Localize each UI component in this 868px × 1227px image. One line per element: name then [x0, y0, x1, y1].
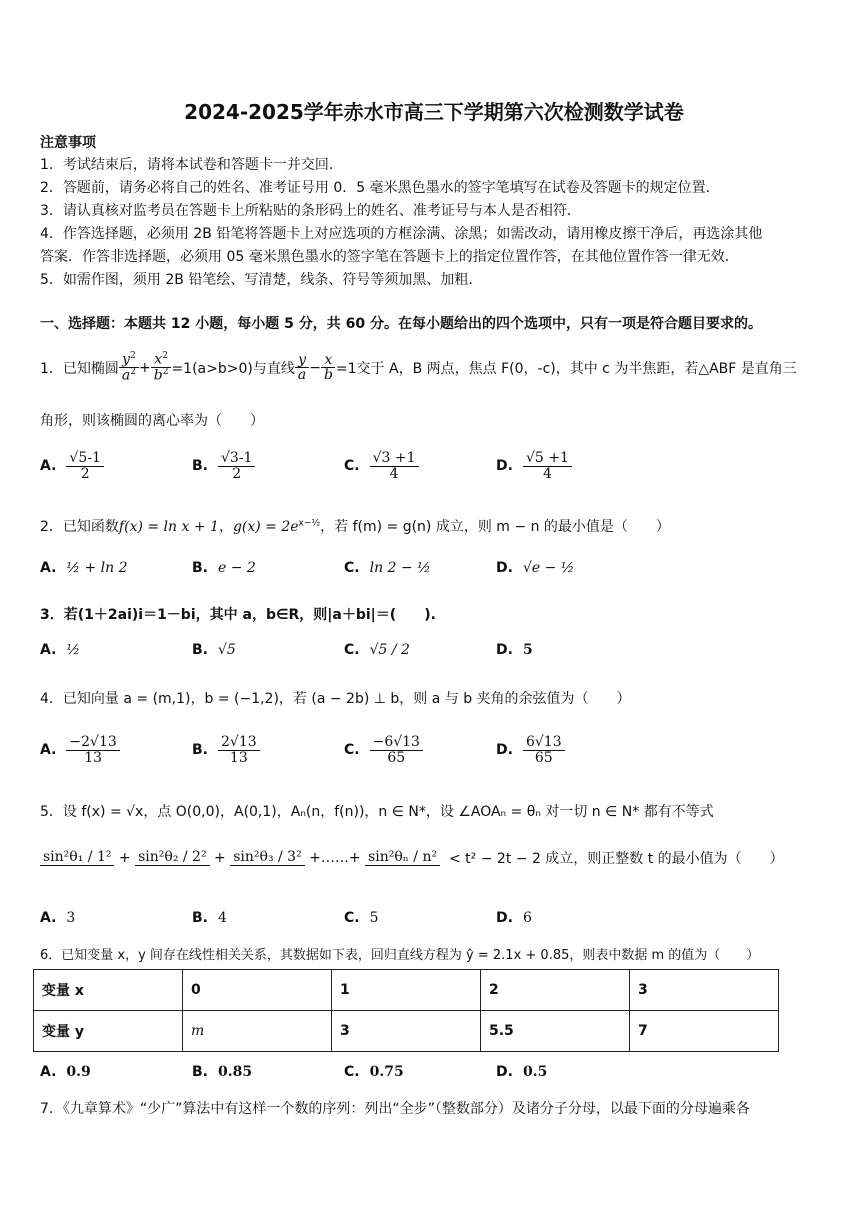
table-cell: m: [183, 1011, 332, 1052]
notice-item: 答案．作答非选择题，必须用 05 毫米黑色墨水的签字笔在答题卡上的指定位置作答，在其他位置作答一律无效．: [40, 249, 739, 265]
option-d[interactable]: D. $\frac{√5 +1}{4}$: [496, 451, 572, 481]
option-c[interactable]: C. ln 2 − ½: [344, 560, 431, 576]
question-5-inequality: sin²θ₁ / 1² + sin²θ₂ / 2² + sin²θ₃ / 3² +……+ sin²θₙ / n² < t² − 2t − 2 成立，则正整数 t 的最小值为（ ）: [40, 848, 784, 868]
option-a[interactable]: A. ½ + ln 2: [40, 560, 128, 576]
notice-heading: 注意事项: [40, 135, 96, 151]
option-d[interactable]: D. $\frac{6√13}{65}$: [496, 735, 565, 765]
sum-term-2: sin²θ₂ / 2²: [135, 850, 209, 866]
line-term-x: $\frac{x}{b}$: [321, 353, 336, 383]
option-c[interactable]: C. $\frac{-6√13}{65}$: [344, 735, 423, 765]
question-2: 2．已知函数f(x) = ln x + 1，$g(x) = 2e^{x-\frac{1}{2}}$，若 f(m) = g(n) 成立，则 m − n 的最小值是（ ）: [40, 518, 670, 535]
option-b[interactable]: B. $\frac{2√13}{13}$: [192, 735, 260, 765]
sum-term-1: sin²θ₁ / 1²: [40, 850, 114, 866]
table-row: [34, 1011, 779, 1052]
option-c[interactable]: C. √5 / 2: [344, 642, 410, 658]
q1-prefix: 1．已知椭圆: [40, 360, 119, 377]
option-b[interactable]: B. 0.85: [192, 1064, 253, 1080]
table-cell: 2: [481, 970, 630, 1011]
option-b[interactable]: B. e − 2: [192, 560, 256, 576]
q1-line2: 角形，则该椭圆的离心率为（ ）: [40, 413, 264, 429]
table-cell: 变量 y: [34, 1011, 183, 1052]
table-cell: 7: [630, 1011, 779, 1052]
option-c[interactable]: C. 0.75: [344, 1064, 404, 1080]
table-cell: 3: [630, 970, 779, 1011]
question-3: 3．若(1＋2ai)i＝1－bi，其中 a，b∈R，则|a＋bi|＝( ).: [40, 607, 436, 623]
table-row: [34, 970, 779, 1011]
table-cell: 5.5: [481, 1011, 630, 1052]
page-title: 2024-2025学年赤水市高三下学期第六次检测数学试卷: [184, 100, 684, 124]
q5-inequality-tail: < t² − 2t − 2 成立，则正整数 t 的最小值为（ ）: [449, 851, 784, 867]
notice-item: 4．作答选择题，必须用 2B 铅笔将答题卡上对应选项的方框涂满、涂黑；如需改动，请用橡皮擦干净后，再选涂其他: [40, 226, 763, 242]
ellipse-term-x: $\frac{x^2}{b^2}$: [151, 352, 172, 384]
table-cell: 1: [332, 970, 481, 1011]
q1-ellipse-rest: =1(a>b>0)与直线: [171, 360, 295, 377]
option-a[interactable]: A. $\frac{√5-1}{2}$: [40, 451, 104, 481]
table-cell: 变量 x: [34, 970, 183, 1011]
notice-item: 5．如需作图，须用 2B 铅笔绘、写清楚，线条、符号等须加黑、加粗．: [40, 272, 483, 288]
table-cell: 3: [332, 1011, 481, 1052]
option-a[interactable]: A. 3: [40, 910, 76, 926]
option-d[interactable]: D. 6: [496, 910, 532, 926]
notice-item: 1．考试结束后，请将本试卷和答题卡一并交回．: [40, 157, 343, 173]
sum-term-n: sin²θₙ / n²: [365, 850, 440, 866]
question-6: 6．已知变量 x，y 间存在线性相关关系，其数据如下表，回归直线方程为 ŷ = 2.1x + 0.85，则表中数据 m 的值为（ ）: [40, 948, 760, 963]
option-d[interactable]: D. 0.5: [496, 1064, 548, 1080]
question-5: 5．设 f(x) = √x，点 O(0,0)，A(0,1)，Aₙ(n，f(n))，n ∈ N*，设 ∠AOAₙ = θₙ 对一切 n ∈ N* 都有不等式: [40, 804, 714, 820]
data-table: [33, 969, 779, 1052]
option-b[interactable]: B. 4: [192, 910, 227, 926]
ellipse-term-y: $\frac{y^2}{a^2}$: [119, 352, 139, 384]
question-4: 4．已知向量 a = (m,1)，b = (−1,2)，若 (a − 2b) ⊥ b，则 a 与 b 夹角的余弦值为（ ）: [40, 691, 631, 707]
line-term-y: $\frac{y}{a}$: [295, 353, 309, 383]
question-1: 1．已知椭圆 $\frac{y^2}{a^2}$ + $\frac{x^2}{b^2}$ =1(a>b>0)与直线 $\frac{y}{a}$ − $\frac{x}{b}$ =1交于 A，B 两点，焦点 F(0，-c)，其中 c 为半焦距，若△ABF 是直角三: [40, 351, 797, 384]
table-cell: 0: [183, 970, 332, 1011]
sum-term-3: sin²θ₃ / 3²: [230, 850, 304, 866]
option-b[interactable]: B. $\frac{√3-1}{2}$: [192, 451, 255, 481]
option-d[interactable]: D. 5: [496, 642, 533, 658]
option-a[interactable]: A. 0.9: [40, 1064, 91, 1080]
notice-item: 3．请认真核对监考员在答题卡上所粘贴的条形码上的姓名、准考证号与本人是否相符．: [40, 203, 581, 219]
option-c[interactable]: C. 5: [344, 910, 379, 926]
option-c[interactable]: C. $\frac{√3 +1}{4}$: [344, 451, 419, 481]
q1-line-rest: =1交于 A，B 两点，焦点 F(0，-c)，其中 c 为半焦距，若△ABF 是直角三: [335, 360, 797, 377]
option-a[interactable]: A. ½: [40, 642, 80, 658]
option-b[interactable]: B. √5: [192, 642, 236, 658]
question-7: 7．《九章算术》“少广”算法中有这样一个数的序列：列出“全步”（整数部分）及诸分子分母，以最下面的分母遍乘各: [40, 1101, 750, 1117]
option-d[interactable]: D. √e − ½: [496, 560, 575, 576]
option-a[interactable]: A. $\frac{-2√13}{13}$: [40, 735, 120, 765]
section-heading: 一、选择题：本题共 12 小题，每小题 5 分，共 60 分。在每小题给出的四个选项中，只有一项是符合题目要求的。: [40, 316, 762, 332]
notice-item: 2．答题前，请务必将自己的姓名、准考证号用 0．5 毫米黑色墨水的签字笔填写在试卷及答题卡的规定位置．: [40, 180, 720, 196]
